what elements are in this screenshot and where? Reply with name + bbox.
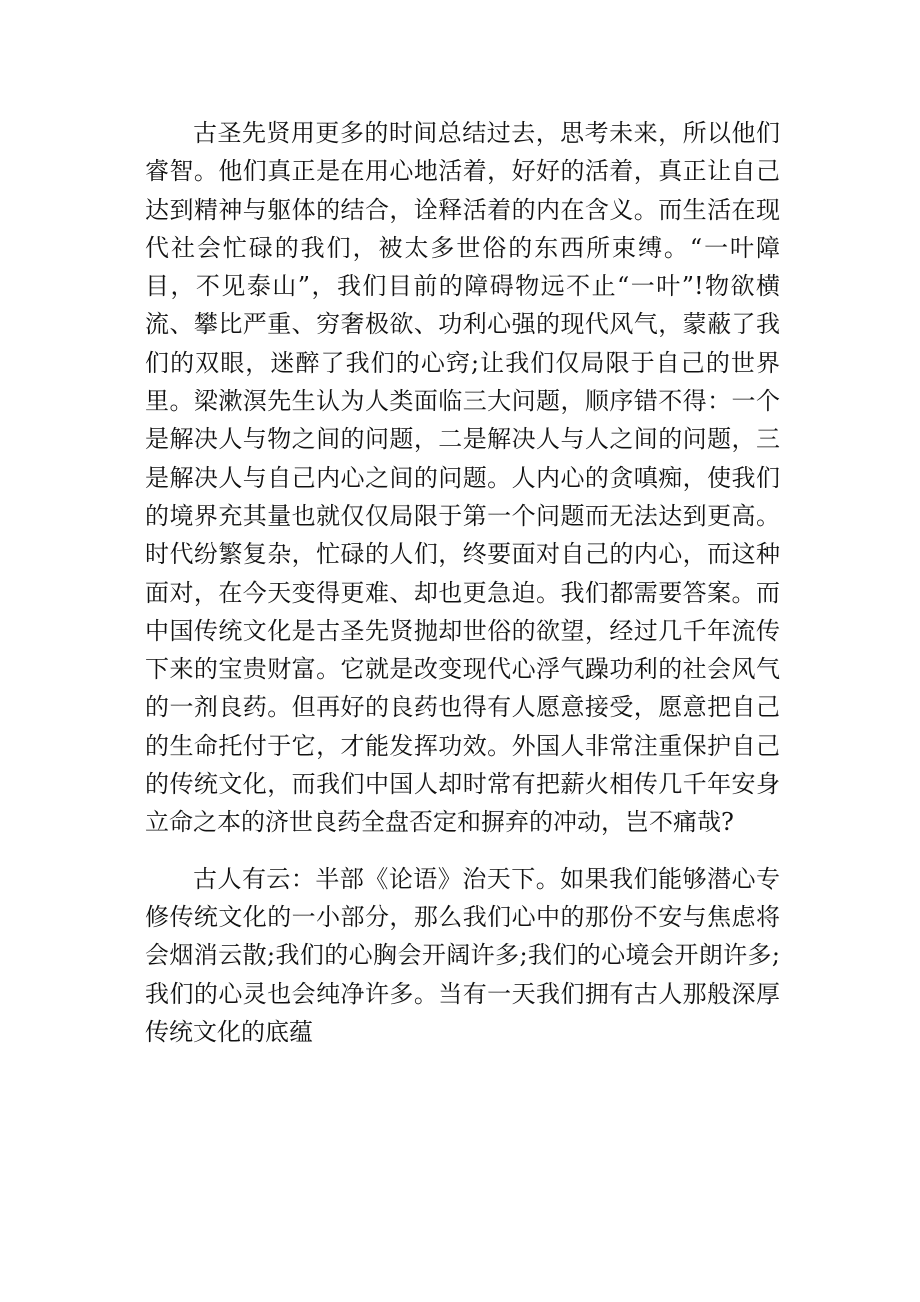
paragraph-1: 古圣先贤用更多的时间总结过去，思考未来，所以他们睿智。他们真正是在用心地活着，好好的活着，真正让自己达到精神与躯体的结合，诠释活着的内在含义。而生活在现代社会忙碌的我们，被太多世俗的东西所束缚。“一叶障目，不见泰山”，我们目前的障碍物远不止“一叶”!物欲横流、攀比严重、穷奢极欲、功利心强的现代风气，蒙蔽了我们的双眼，迷醉了我们的心窍;让我们仅局限于自己的世界里。梁漱溟先生认为人类面临三大问题，顺序错不得：一个是解决人与物之间的问题，二是解决人与人之间的问题，三是解决人与自己内心之间的问题。人内心的贪嗔痴，使我们的境界充其量也就仅仅局限于第一个问题而无法达到更高。时代纷繁复杂，忙碌的人们，终要面对自己的内心，而这种面对，在今天变得更难、却也更急迫。我们都需要答案。而中国传统文化是古圣先贤抛却世俗的欲望，经过几千年流传下来的宝贵财富。它就是改变现代心浮气躁功利的社会风气的一剂良药。但再好的良药也得有人愿意接受，愿意把自己的生命托付于它，才能发挥功效。外国人非常注重保护自己的传统文化，而我们中国人却时常有把薪火相传几千年安身立命之本的济世良药全盘否定和摒弃的冲动，岂不痛哉?	[145, 119, 780, 837]
paragraph-2: 古人有云：半部《论语》治天下。如果我们能够潜心专修传统文化的一小部分，那么我们心中的那份不安与焦虑将会烟消云散;我们的心胸会开阔许多;我们的心境会开朗许多;我们的心灵也会纯净许多。当有一天我们拥有古人那般深厚传统文化的底蕴	[145, 864, 780, 1046]
document-page	[145, 114, 780, 1051]
